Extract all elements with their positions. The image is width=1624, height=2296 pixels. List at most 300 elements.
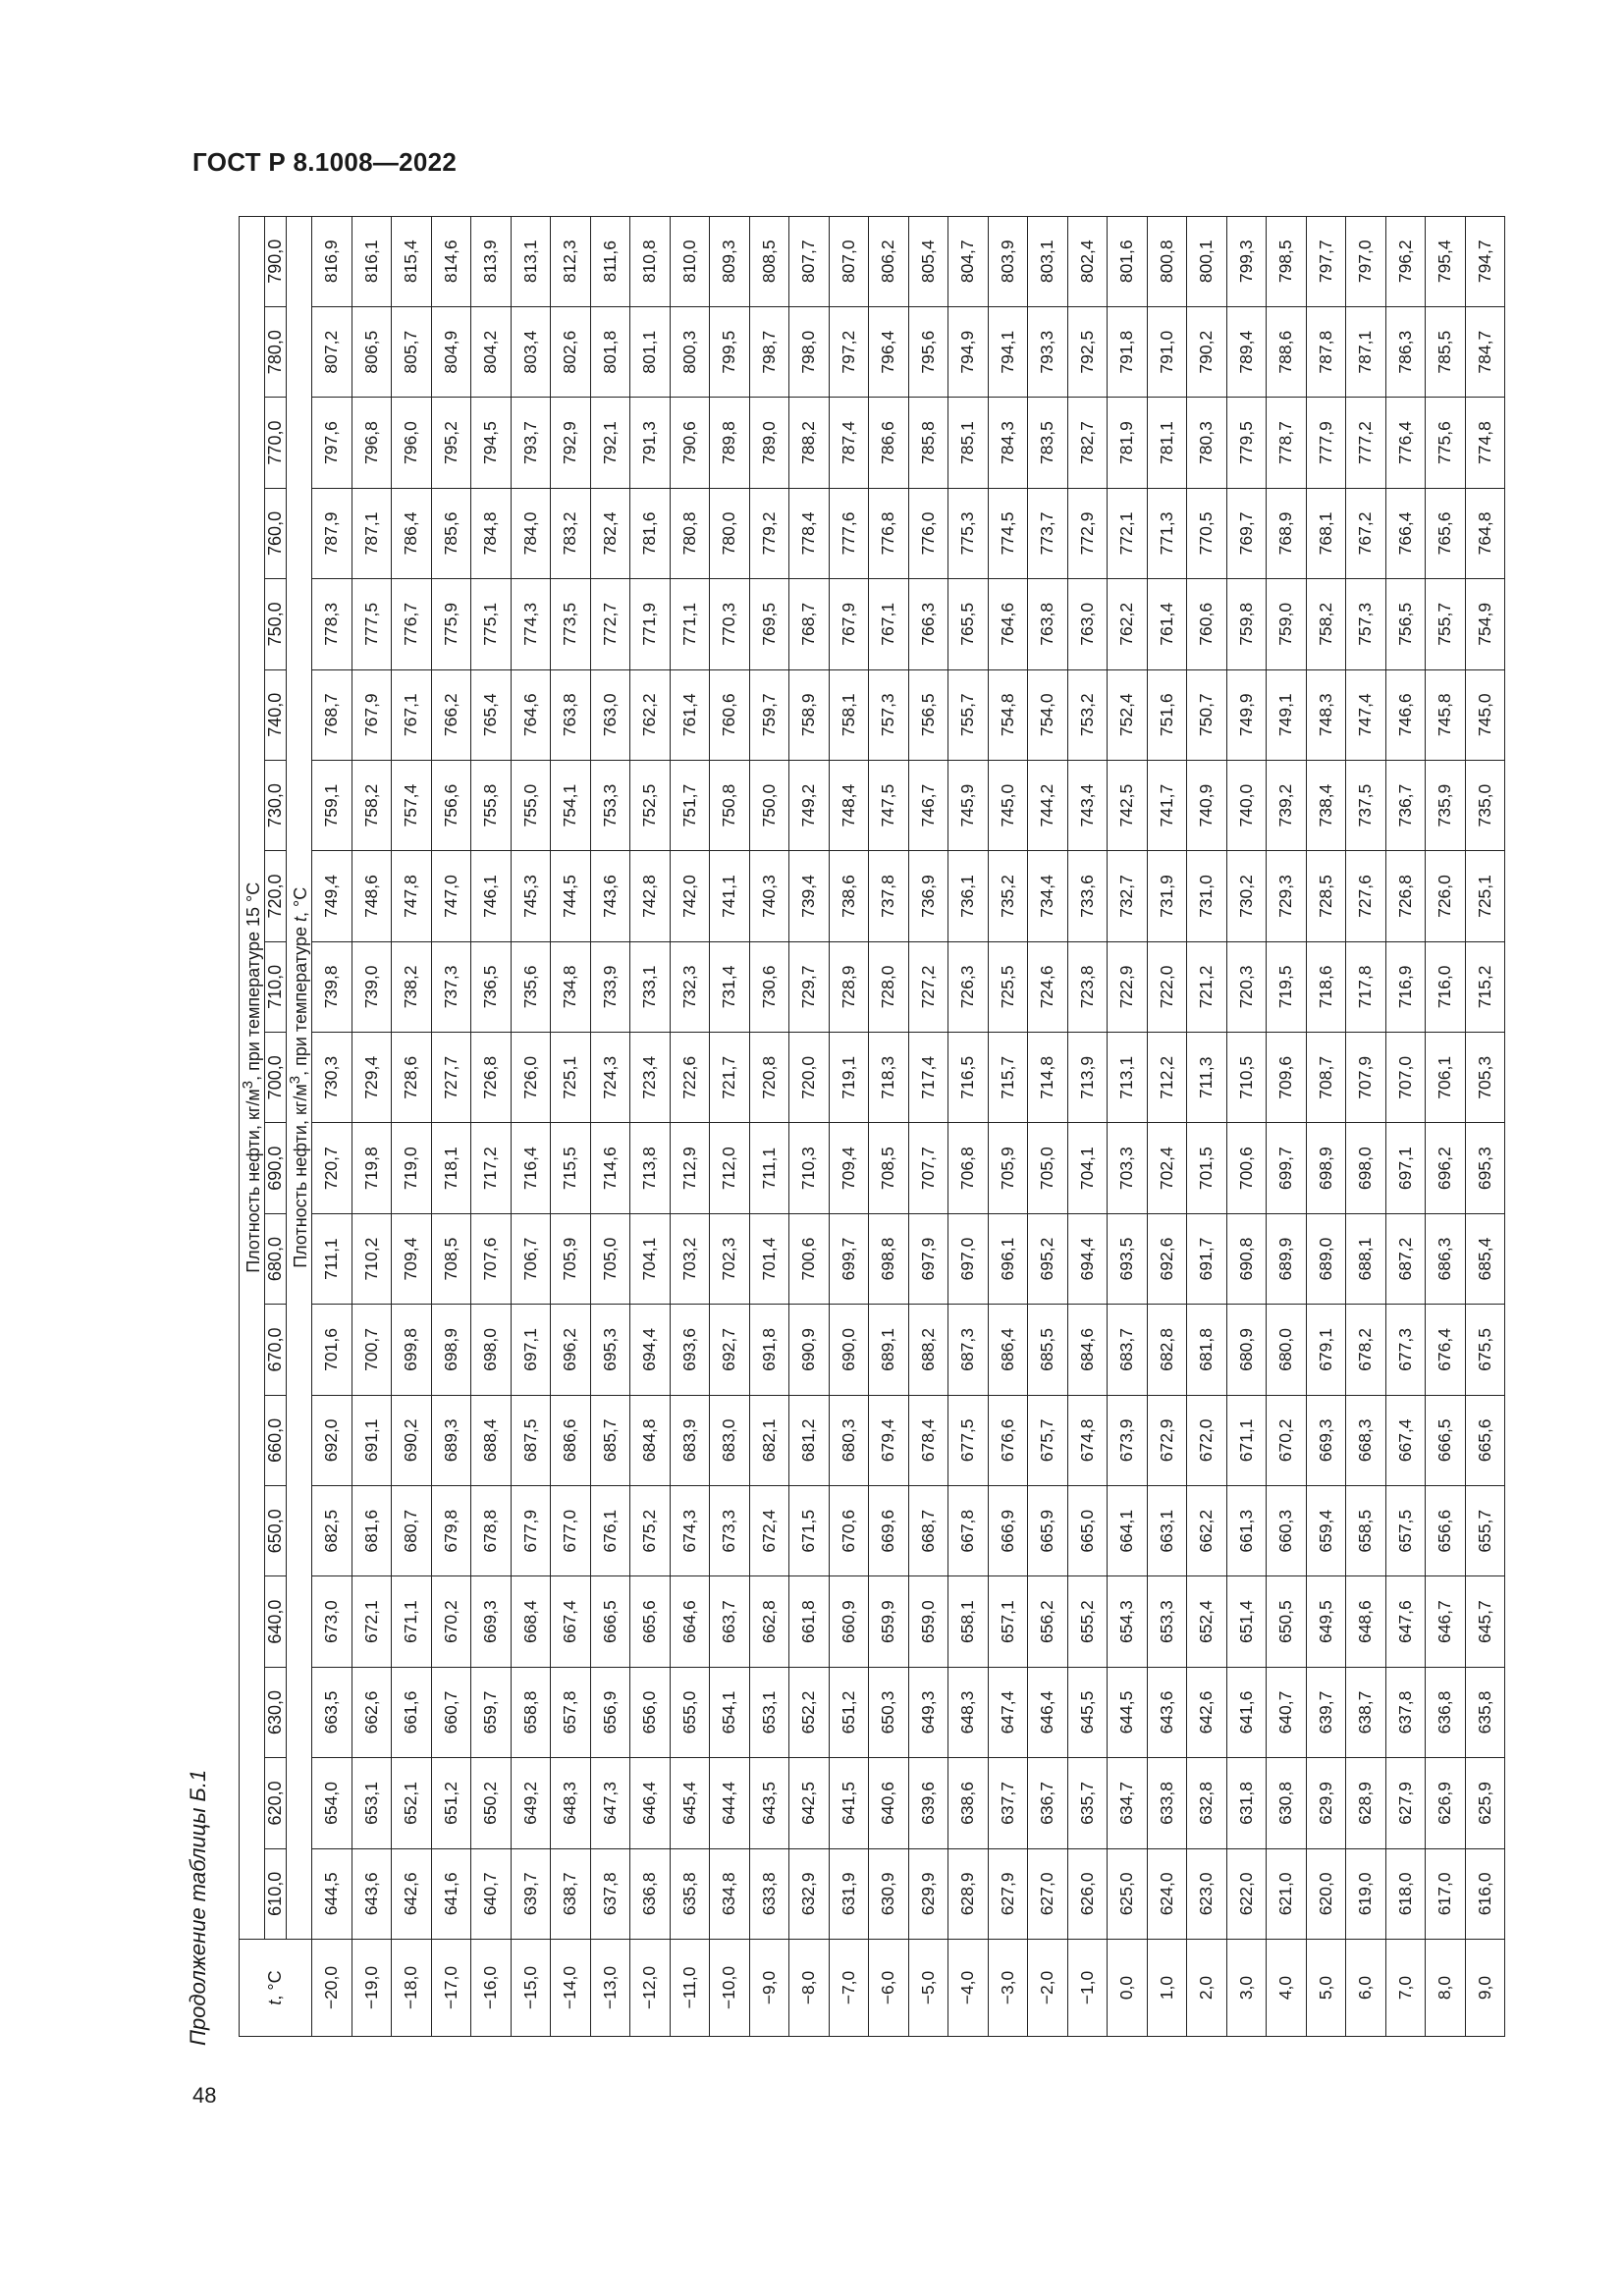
density-cell: 802,4 [1067, 216, 1108, 306]
density-cell: 698,0 [471, 1305, 512, 1395]
density-cell: 746,7 [908, 760, 948, 850]
density-cell: 677,0 [551, 1486, 591, 1576]
density-cell: 778,7 [1267, 398, 1307, 488]
table-row [1067, 216, 1108, 2036]
density-cell: 726,0 [511, 1033, 551, 1123]
density-cell: 745,8 [1426, 669, 1466, 760]
density-cell: 665,9 [1028, 1486, 1068, 1576]
density-cell: 649,3 [908, 1667, 948, 1757]
table-row [312, 216, 352, 2036]
density-cell: 755,7 [1426, 579, 1466, 669]
density-cell: 810,8 [630, 216, 671, 306]
table-row [511, 216, 551, 2036]
density-cell: 650,2 [471, 1758, 512, 1848]
density-cell: 731,0 [1187, 851, 1227, 941]
density-cell: 726,3 [948, 941, 989, 1032]
density-cell: 753,2 [1067, 669, 1108, 760]
density-cell: 774,3 [511, 579, 551, 669]
density-cell: 646,4 [630, 1758, 671, 1848]
density-cell: 767,2 [1346, 488, 1386, 578]
density-cell: 691,8 [749, 1305, 789, 1395]
density-cell: 784,0 [511, 488, 551, 578]
density-cell: 786,4 [392, 488, 432, 578]
density-cell: 625,0 [1108, 1848, 1148, 1939]
density-cell: 743,6 [590, 851, 630, 941]
density-cell: 719,1 [829, 1033, 869, 1123]
density-cell: 777,5 [352, 579, 392, 669]
density-cell: 801,1 [630, 306, 671, 397]
density-cell: 670,2 [1267, 1395, 1307, 1485]
density-cell: 641,6 [431, 1848, 471, 1939]
density-cell: 763,8 [1028, 579, 1068, 669]
density-cell: 681,6 [352, 1486, 392, 1576]
density-cell: 716,4 [511, 1123, 551, 1213]
density-cell: 635,8 [670, 1848, 710, 1939]
density-cell: 708,5 [431, 1213, 471, 1304]
density-cell: 723,4 [630, 1033, 671, 1123]
density-cell: 765,6 [1426, 488, 1466, 578]
density-cell: 777,9 [1306, 398, 1346, 488]
density-cell: 704,1 [630, 1213, 671, 1304]
density-cell: 662,8 [749, 1576, 789, 1667]
density-cell: 663,1 [1147, 1486, 1187, 1576]
density-column-header: 760,0 [265, 488, 287, 578]
density-cell: 713,8 [630, 1123, 671, 1213]
density-cell: 805,4 [908, 216, 948, 306]
density-cell: 737,8 [869, 851, 909, 941]
density-cell: 682,1 [749, 1395, 789, 1485]
density-cell: 798,7 [749, 306, 789, 397]
density-cell: 742,0 [670, 851, 710, 941]
density-cell: 788,6 [1267, 306, 1307, 397]
density-cell: 655,0 [670, 1667, 710, 1757]
density-cell: 646,4 [1028, 1667, 1068, 1757]
density-cell: 766,2 [431, 669, 471, 760]
density-cell: 804,7 [948, 216, 989, 306]
density-cell: 658,8 [511, 1667, 551, 1757]
density-column-header: 730,0 [265, 760, 287, 850]
density-cell: 638,7 [551, 1848, 591, 1939]
density-cell: 628,9 [1346, 1758, 1386, 1848]
density-cell: 627,9 [988, 1848, 1028, 1939]
density-cell: 692,7 [710, 1305, 750, 1395]
density-cell: 789,8 [710, 398, 750, 488]
density-cell: 730,6 [749, 941, 789, 1032]
density-cell: 690,2 [392, 1395, 432, 1485]
density-cell: 649,2 [511, 1758, 551, 1848]
density-cell: 629,9 [908, 1848, 948, 1939]
density-cell: 734,4 [1028, 851, 1068, 941]
density-cell: 710,5 [1226, 1033, 1267, 1123]
density-cell: 790,6 [670, 398, 710, 488]
density-cell: 634,8 [710, 1848, 750, 1939]
density-cell: 769,7 [1226, 488, 1267, 578]
density-cell: 673,9 [1108, 1395, 1148, 1485]
table-row [1385, 216, 1426, 2036]
density-cell: 717,2 [471, 1123, 512, 1213]
density-cell: 663,5 [312, 1667, 352, 1757]
density-cell: 756,5 [1385, 579, 1426, 669]
density-cell: 749,9 [1226, 669, 1267, 760]
density-cell: 798,5 [1267, 216, 1307, 306]
temperature-cell: −12,0 [630, 1940, 671, 2037]
density-cell: 720,0 [789, 1033, 830, 1123]
density-cell: 766,3 [908, 579, 948, 669]
density-cell: 658,5 [1346, 1486, 1386, 1576]
density-cell: 691,1 [352, 1395, 392, 1485]
density-cell: 782,7 [1067, 398, 1108, 488]
density-cell: 641,5 [829, 1758, 869, 1848]
density-cell: 683,9 [670, 1395, 710, 1485]
density-cell: 772,7 [590, 579, 630, 669]
density-cell: 774,8 [1465, 398, 1505, 488]
table-row [1028, 216, 1068, 2036]
density-cell: 720,8 [749, 1033, 789, 1123]
density-values-header-row [265, 216, 287, 2036]
density-cell: 722,6 [670, 1033, 710, 1123]
density-cell: 685,4 [1465, 1213, 1505, 1304]
density-cell: 721,2 [1187, 941, 1227, 1032]
density-cell: 644,5 [312, 1848, 352, 1939]
density-cell: 814,6 [431, 216, 471, 306]
density-cell: 733,1 [630, 941, 671, 1032]
density-column-header: 700,0 [265, 1033, 287, 1123]
density-cell: 758,1 [829, 669, 869, 760]
density-cell: 687,2 [1385, 1213, 1426, 1304]
density-cell: 712,9 [670, 1123, 710, 1213]
density-cell: 709,4 [829, 1123, 869, 1213]
density-cell: 729,3 [1267, 851, 1307, 941]
density-cell: 747,0 [431, 851, 471, 941]
density-cell: 754,8 [988, 669, 1028, 760]
density-cell: 715,5 [551, 1123, 591, 1213]
density-cell: 809,3 [710, 216, 750, 306]
density-cell: 687,3 [948, 1305, 989, 1395]
density-cell: 740,9 [1187, 760, 1227, 850]
density-cell: 713,9 [1067, 1033, 1108, 1123]
density-cell: 800,8 [1147, 216, 1187, 306]
density-cell: 697,1 [511, 1305, 551, 1395]
density-cell: 667,4 [551, 1576, 591, 1667]
density-cell: 753,3 [590, 760, 630, 850]
table-row [749, 216, 789, 2036]
density-cell: 725,1 [551, 1033, 591, 1123]
density-cell: 651,2 [431, 1758, 471, 1848]
density-cell: 667,4 [1385, 1395, 1426, 1485]
density-cell: 716,5 [948, 1033, 989, 1123]
density-cell: 640,7 [1267, 1667, 1307, 1757]
density-column-header: 610,0 [265, 1848, 287, 1939]
table-row [352, 216, 392, 2036]
table-row [590, 216, 630, 2036]
density-cell: 698,9 [431, 1305, 471, 1395]
density-cell: 743,4 [1067, 760, 1108, 850]
density-cell: 636,8 [1426, 1667, 1466, 1757]
density-cell: 740,3 [749, 851, 789, 941]
density-cell: 749,1 [1267, 669, 1307, 760]
density-cell: 673,0 [312, 1576, 352, 1667]
density-cell: 704,1 [1067, 1123, 1108, 1213]
density-cell: 730,3 [312, 1033, 352, 1123]
table-row [1267, 216, 1307, 2036]
density-cell: 691,7 [1187, 1213, 1227, 1304]
density-cell: 643,5 [749, 1758, 789, 1848]
density-cell: 636,8 [630, 1848, 671, 1939]
density-cell: 677,9 [511, 1486, 551, 1576]
density-cell: 678,8 [471, 1486, 512, 1576]
density-cell: 739,2 [1267, 760, 1307, 850]
density-cell: 807,2 [312, 306, 352, 397]
density-cell: 762,2 [1108, 579, 1148, 669]
density-cell: 662,6 [352, 1667, 392, 1757]
density-cell: 647,6 [1385, 1576, 1426, 1667]
density-cell: 745,3 [511, 851, 551, 941]
density-cell: 656,2 [1028, 1576, 1068, 1667]
density-cell: 726,0 [1426, 851, 1466, 941]
density-cell: 795,6 [908, 306, 948, 397]
table-row [1147, 216, 1187, 2036]
density-cell: 794,1 [988, 306, 1028, 397]
density-cell: 718,3 [869, 1033, 909, 1123]
density-cell: 665,6 [630, 1576, 671, 1667]
density-column-header: 770,0 [265, 398, 287, 488]
density-cell: 672,9 [1147, 1395, 1187, 1485]
density-cell: 769,5 [749, 579, 789, 669]
density-cell: 674,3 [670, 1486, 710, 1576]
density-cell: 724,6 [1028, 941, 1068, 1032]
density-cell: 656,9 [590, 1667, 630, 1757]
density-cell: 802,6 [551, 306, 591, 397]
temperature-cell: −1,0 [1067, 1940, 1108, 2037]
density-cell: 712,2 [1147, 1033, 1187, 1123]
density-cell: 710,2 [352, 1213, 392, 1304]
density-cell: 739,0 [352, 941, 392, 1032]
density-cell: 702,4 [1147, 1123, 1187, 1213]
density-cell: 635,7 [1067, 1758, 1108, 1848]
density-cell: 796,4 [869, 306, 909, 397]
density-cell: 715,2 [1465, 941, 1505, 1032]
density-cell: 758,2 [352, 760, 392, 850]
temperature-cell: 7,0 [1385, 1940, 1426, 2037]
density-cell: 728,9 [829, 941, 869, 1032]
density-cell: 669,3 [1306, 1395, 1346, 1485]
density-cell: 708,7 [1306, 1033, 1346, 1123]
temperature-cell: 4,0 [1267, 1940, 1307, 2037]
density-cell: 717,8 [1346, 941, 1386, 1032]
density-cell: 735,9 [1426, 760, 1466, 850]
density-cell: 639,6 [908, 1758, 948, 1848]
density-cell: 682,8 [1147, 1305, 1187, 1395]
density-cell: 775,3 [948, 488, 989, 578]
density-cell: 794,9 [948, 306, 989, 397]
density-cell: 649,5 [1306, 1576, 1346, 1667]
density-cell: 764,6 [511, 669, 551, 760]
density-cell: 744,5 [551, 851, 591, 941]
density-cell: 713,1 [1108, 1033, 1148, 1123]
density-cell: 677,3 [1385, 1305, 1426, 1395]
density-cell: 792,9 [551, 398, 591, 488]
density-cell: 632,9 [789, 1848, 830, 1939]
density-cell: 760,6 [1187, 579, 1227, 669]
density-cell: 705,9 [551, 1213, 591, 1304]
temperature-cell: 2,0 [1187, 1940, 1227, 2037]
density-cell: 752,5 [630, 760, 671, 850]
density-cell: 719,8 [352, 1123, 392, 1213]
density-cell: 749,4 [312, 851, 352, 941]
density-cell: 795,4 [1426, 216, 1466, 306]
density-cell: 775,1 [471, 579, 512, 669]
density-cell: 739,8 [312, 941, 352, 1032]
density-cell: 735,6 [511, 941, 551, 1032]
density-cell: 794,7 [1465, 216, 1505, 306]
density-cell: 647,3 [590, 1758, 630, 1848]
density-cell: 723,8 [1067, 941, 1108, 1032]
density-cell: 727,2 [908, 941, 948, 1032]
density-cell: 695,3 [1465, 1123, 1505, 1213]
density-cell: 717,4 [908, 1033, 948, 1123]
density-cell: 701,5 [1187, 1123, 1227, 1213]
density-cell: 688,4 [471, 1395, 512, 1485]
density-column-header: 650,0 [265, 1486, 287, 1576]
density-cell: 692,0 [312, 1395, 352, 1485]
density-cell: 755,7 [948, 669, 989, 760]
density-cell: 816,1 [352, 216, 392, 306]
density-cell: 711,3 [1187, 1033, 1227, 1123]
density-cell: 782,4 [590, 488, 630, 578]
density-cell: 658,1 [948, 1576, 989, 1667]
density-cell: 748,6 [352, 851, 392, 941]
density-cell: 781,6 [630, 488, 671, 578]
temperature-cell: −10,0 [710, 1940, 750, 2037]
density-cell: 803,1 [1028, 216, 1068, 306]
density-cell: 776,7 [392, 579, 432, 669]
density-cell: 799,5 [710, 306, 750, 397]
temperature-cell: −9,0 [749, 1940, 789, 2037]
density-cell: 746,6 [1385, 669, 1426, 760]
density-cell: 803,9 [988, 216, 1028, 306]
density-cell: 653,1 [352, 1758, 392, 1848]
density-cell: 733,6 [1067, 851, 1108, 941]
density-cell: 672,4 [749, 1486, 789, 1576]
density-cell: 659,4 [1306, 1486, 1346, 1576]
density-cell: 693,6 [670, 1305, 710, 1395]
density-cell: 770,5 [1187, 488, 1227, 578]
density-cell: 668,4 [511, 1576, 551, 1667]
density-cell: 767,1 [869, 579, 909, 669]
density-cell: 771,1 [670, 579, 710, 669]
density-cell: 761,4 [1147, 579, 1187, 669]
density-cell: 759,8 [1226, 579, 1267, 669]
density-cell: 746,1 [471, 851, 512, 941]
density-cell: 727,7 [431, 1033, 471, 1123]
table-row [1187, 216, 1227, 2036]
density-cell: 685,5 [1028, 1305, 1068, 1395]
temperature-cell: −6,0 [869, 1940, 909, 2037]
density-cell: 725,5 [988, 941, 1028, 1032]
density-column-header: 690,0 [265, 1123, 287, 1213]
density-cell: 789,4 [1226, 306, 1267, 397]
density-cell: 752,4 [1108, 669, 1148, 760]
density-cell: 816,9 [312, 216, 352, 306]
density-cell: 661,6 [392, 1667, 432, 1757]
density-cell: 735,0 [1465, 760, 1505, 850]
density-cell: 640,6 [869, 1758, 909, 1848]
density-cell: 797,2 [829, 306, 869, 397]
density-cell: 686,4 [988, 1305, 1028, 1395]
density-column-header: 630,0 [265, 1667, 287, 1757]
density-cell: 643,6 [1147, 1667, 1187, 1757]
density-cell: 807,0 [829, 216, 869, 306]
density-cell: 768,7 [312, 669, 352, 760]
density-cell: 785,8 [908, 398, 948, 488]
density-cell: 675,2 [630, 1486, 671, 1576]
density-cell: 697,9 [908, 1213, 948, 1304]
temperature-cell: −16,0 [471, 1940, 512, 2037]
density-cell: 781,9 [1108, 398, 1148, 488]
density-cell: 642,6 [392, 1848, 432, 1939]
temperature-cell: −11,0 [670, 1940, 710, 2037]
density-cell: 660,7 [431, 1667, 471, 1757]
density-cell: 657,5 [1385, 1486, 1426, 1576]
density-cell: 719,5 [1267, 941, 1307, 1032]
density-cell: 724,3 [590, 1033, 630, 1123]
density-cell: 638,6 [948, 1758, 989, 1848]
table-row [1346, 216, 1386, 2036]
density-cell: 684,6 [1067, 1305, 1108, 1395]
density-cell: 740,0 [1226, 760, 1267, 850]
temperature-cell: −7,0 [829, 1940, 869, 2037]
density-cell: 805,7 [392, 306, 432, 397]
density-cell: 617,0 [1426, 1848, 1466, 1939]
density-cell: 730,2 [1226, 851, 1267, 941]
density-cell: 687,5 [511, 1395, 551, 1485]
density-cell: 750,8 [710, 760, 750, 850]
density-cell: 642,6 [1187, 1667, 1227, 1757]
density-cell: 618,0 [1385, 1848, 1426, 1939]
density-cell: 709,6 [1267, 1033, 1307, 1123]
density-cell: 735,2 [988, 851, 1028, 941]
table-caption: Продолжение таблицы Б.1 [186, 1769, 210, 2046]
density-cell: 659,7 [471, 1667, 512, 1757]
density-cell: 625,9 [1465, 1758, 1505, 1848]
density-cell: 738,2 [392, 941, 432, 1032]
density-cell: 695,3 [590, 1305, 630, 1395]
density-cell: 763,0 [590, 669, 630, 760]
density-cell: 765,5 [948, 579, 989, 669]
density-cell: 739,4 [789, 851, 830, 941]
density-cell: 789,0 [749, 398, 789, 488]
density-cell: 810,0 [670, 216, 710, 306]
density-cell: 808,5 [749, 216, 789, 306]
density-cell: 680,9 [1226, 1305, 1267, 1395]
density-cell: 624,0 [1147, 1848, 1187, 1939]
temperature-cell: −15,0 [511, 1940, 551, 2037]
density-cell: 765,4 [471, 669, 512, 760]
temperature-cell: 9,0 [1465, 1940, 1505, 2037]
density-column-header: 710,0 [265, 941, 287, 1032]
density-column-header: 670,0 [265, 1305, 287, 1395]
density-cell: 689,3 [431, 1395, 471, 1485]
temperature-cell: −18,0 [392, 1940, 432, 2037]
density-cell: 645,7 [1465, 1576, 1505, 1667]
density-cell: 632,8 [1187, 1758, 1227, 1848]
density-cell: 669,6 [869, 1486, 909, 1576]
density-cell: 772,9 [1067, 488, 1108, 578]
density-cell: 694,4 [630, 1305, 671, 1395]
density-cell: 783,2 [551, 488, 591, 578]
density-cell: 756,6 [431, 760, 471, 850]
density-cell: 702,3 [710, 1213, 750, 1304]
